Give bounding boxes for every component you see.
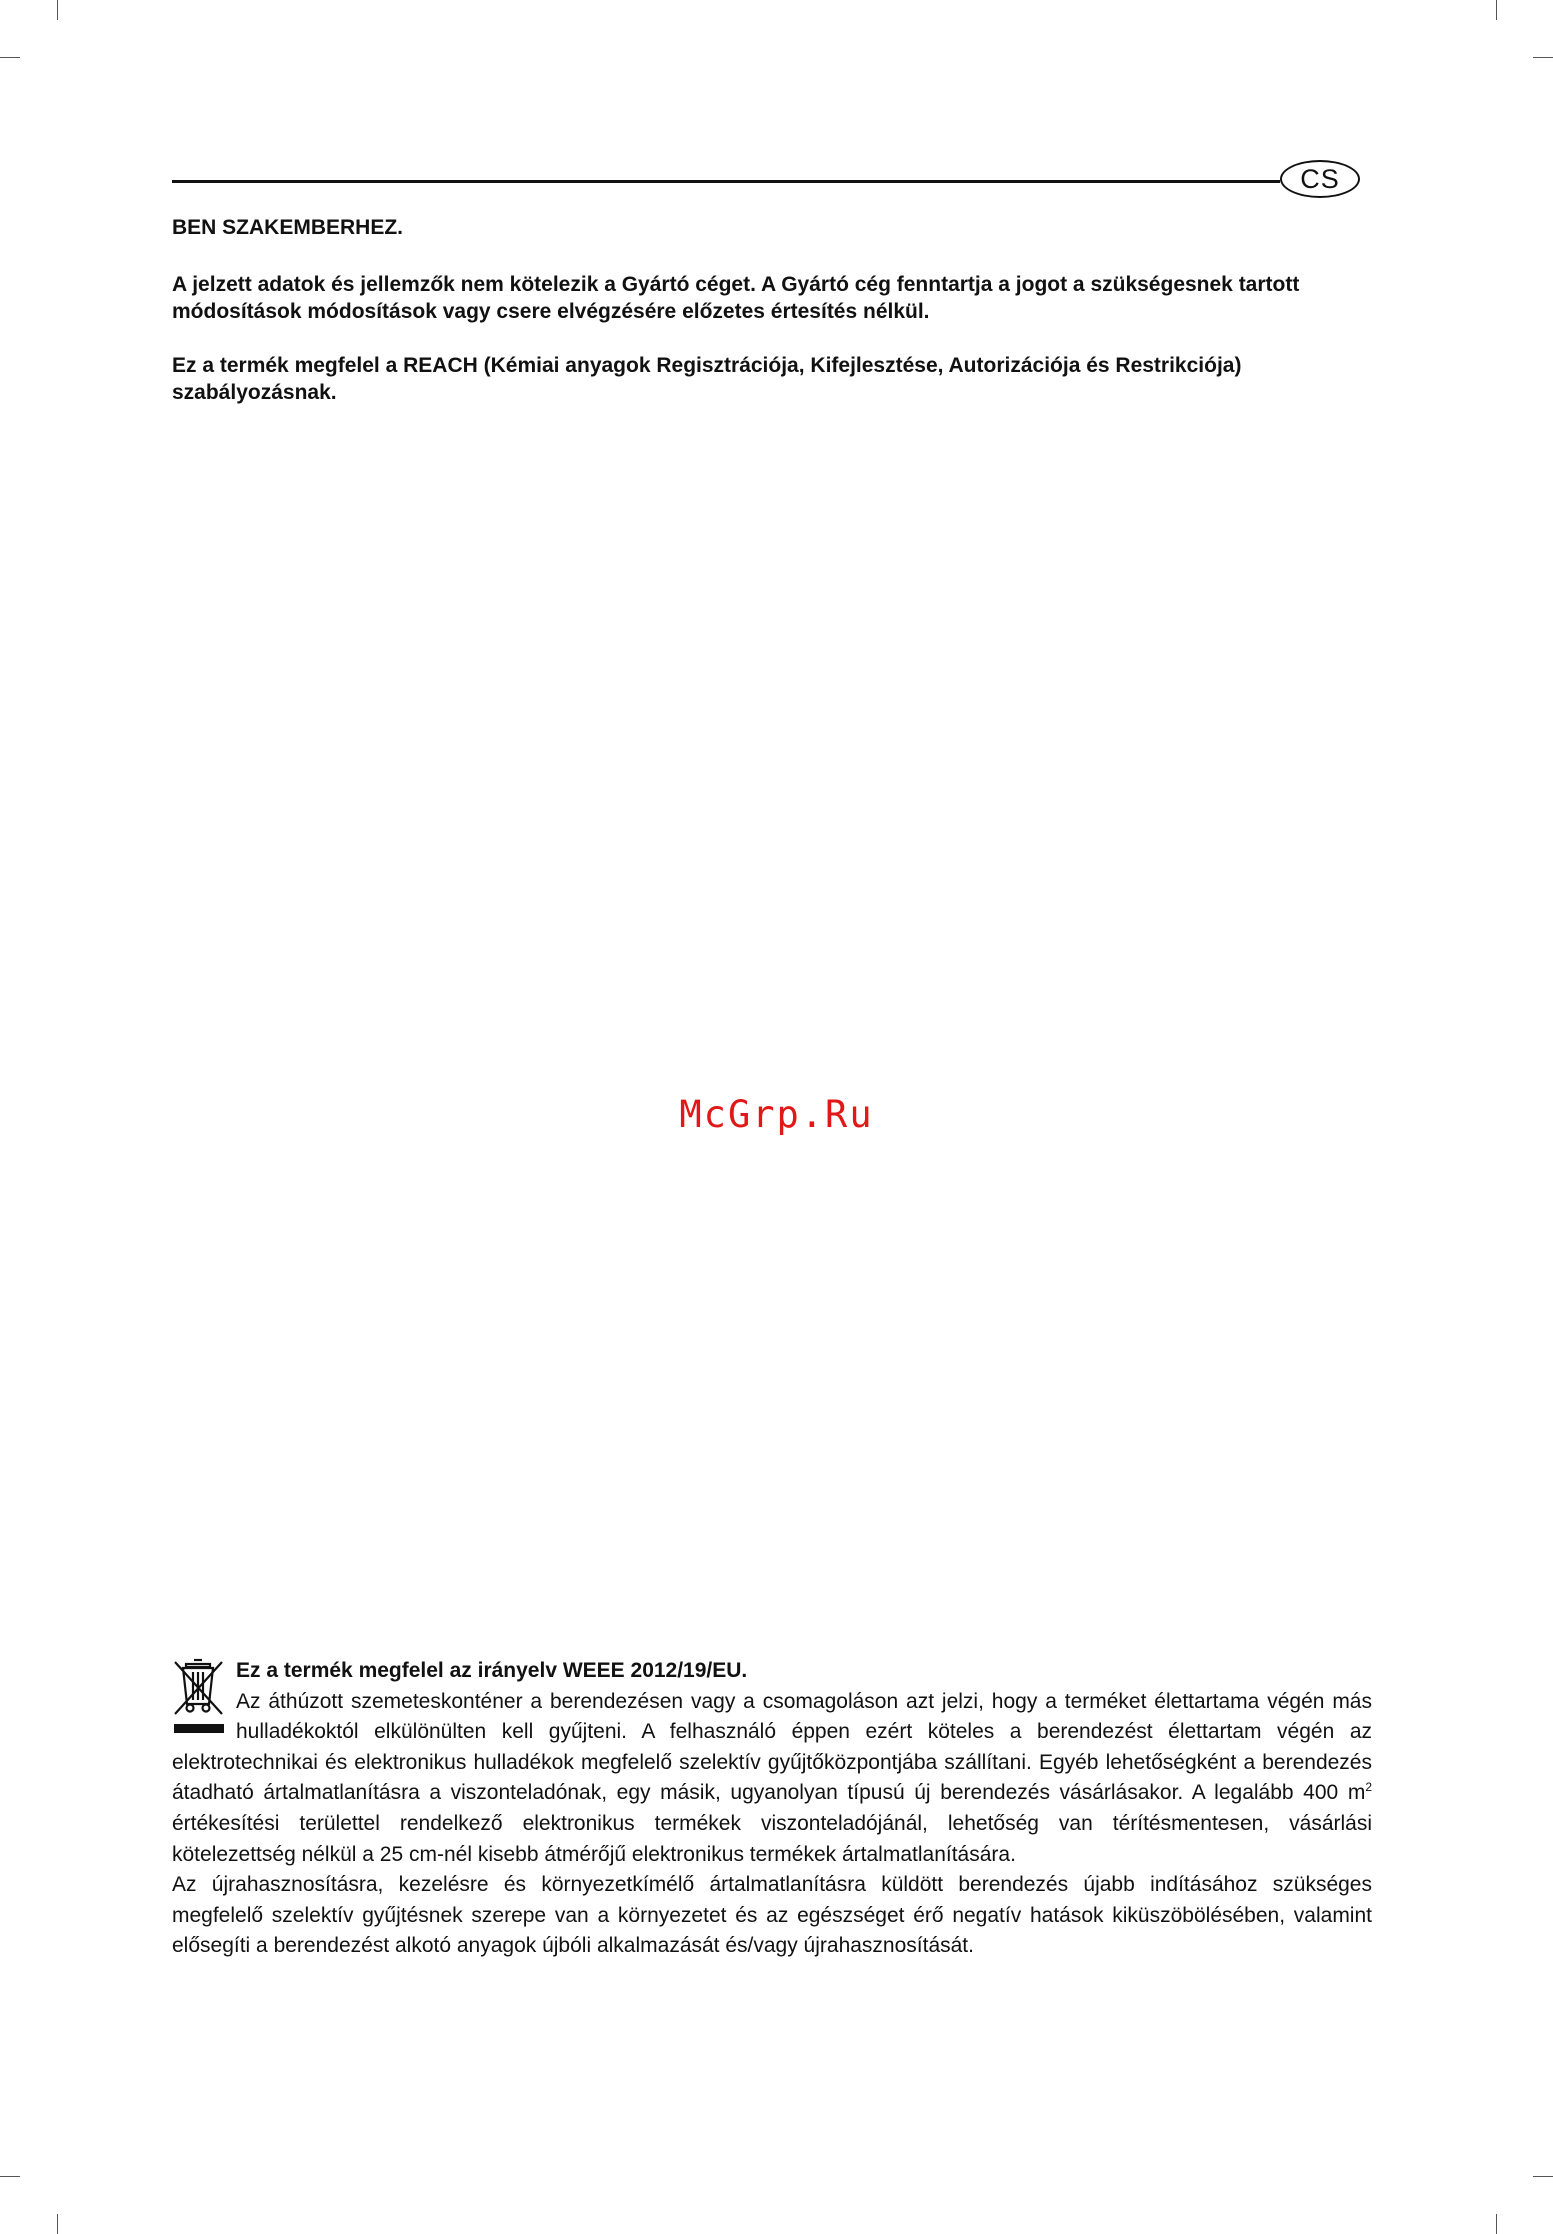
paragraph-professional: BEN SZAKEMBERHEZ. bbox=[172, 216, 404, 239]
crop-mark bbox=[1496, 0, 1497, 20]
weee-paragraph-2: Az újrahasznosításra, kezelésre és környezetkímélő ártalmatlanításra küldött berendezés újabb indításához szükséges megfelelő szelektív gyűjtésnek szerepe van a környezetet és az egészséget érő negatív hatások kiküszöbölésében, valamint elősegíti a berendezést alkotó anyagok újbóli alkalmazását és/vagy újrahasznosítását. bbox=[172, 1873, 1372, 1958]
crop-mark bbox=[1496, 2214, 1497, 2234]
crop-mark bbox=[0, 2176, 20, 2177]
paragraph-reach: Ez a termék megfelel a REACH (Kémiai anyagok Regisztrációja, Kifejlesztése, Autorizációja és Restrikciója) szabályozásnak. bbox=[172, 354, 1242, 404]
paragraph-disclaimer: A jelzett adatok és jellemzők nem kötelezik a Gyártó céget. A Gyártó cég fenntartja a jogot a szükségesnek tartott módosítások módosítások vagy csere elvégzésére előzetes értesítés nélkül. bbox=[172, 273, 1300, 323]
language-badge: CS bbox=[1280, 160, 1360, 198]
header-rule bbox=[172, 180, 1280, 183]
crossed-out-wheelie-bin-icon bbox=[172, 1658, 226, 1736]
crop-mark bbox=[0, 57, 20, 58]
weee-paragraph-1: Az áthúzott szemeteskonténer a berendezésen vagy a csomagoláson azt jelzi, hogy a terméket élettartama végén más hulladékoktól elkülönülten kell gyűjteni. A felhasználó éppen ezért köteles a berendezést élettartam végén az elektrotechnikai és elektronikus hulladékok megfelelő szelektív gyűjtőközpontjába szállítani. Egyéb lehetőségként a berendezés átadható ártalmatlanításra a viszonteladónak, egy másik, ugyanolyan típusú új berendezés vásárlásakor. A legalább 400 $m^2$ értékesítési területtel rendelkező elektronikus termékek viszonteladójánál, lehetőség van térítésmentesen, vásárlási kötelezettség nélkül a 25 cm-nél kisebb átmérőjű elektronikus termékek ártalmatlanítására. bbox=[172, 1689, 1372, 1866]
crop-mark bbox=[1533, 2176, 1553, 2177]
watermark: McGrp.Ru bbox=[679, 1093, 874, 1136]
crop-mark bbox=[57, 0, 58, 20]
weee-section bbox=[172, 1656, 1372, 1962]
weee-title: Ez a termék megfelel az irányelv WEEE 2012/19/EU. bbox=[236, 1659, 748, 1682]
crop-mark bbox=[57, 2214, 58, 2234]
crop-mark bbox=[1533, 57, 1553, 58]
